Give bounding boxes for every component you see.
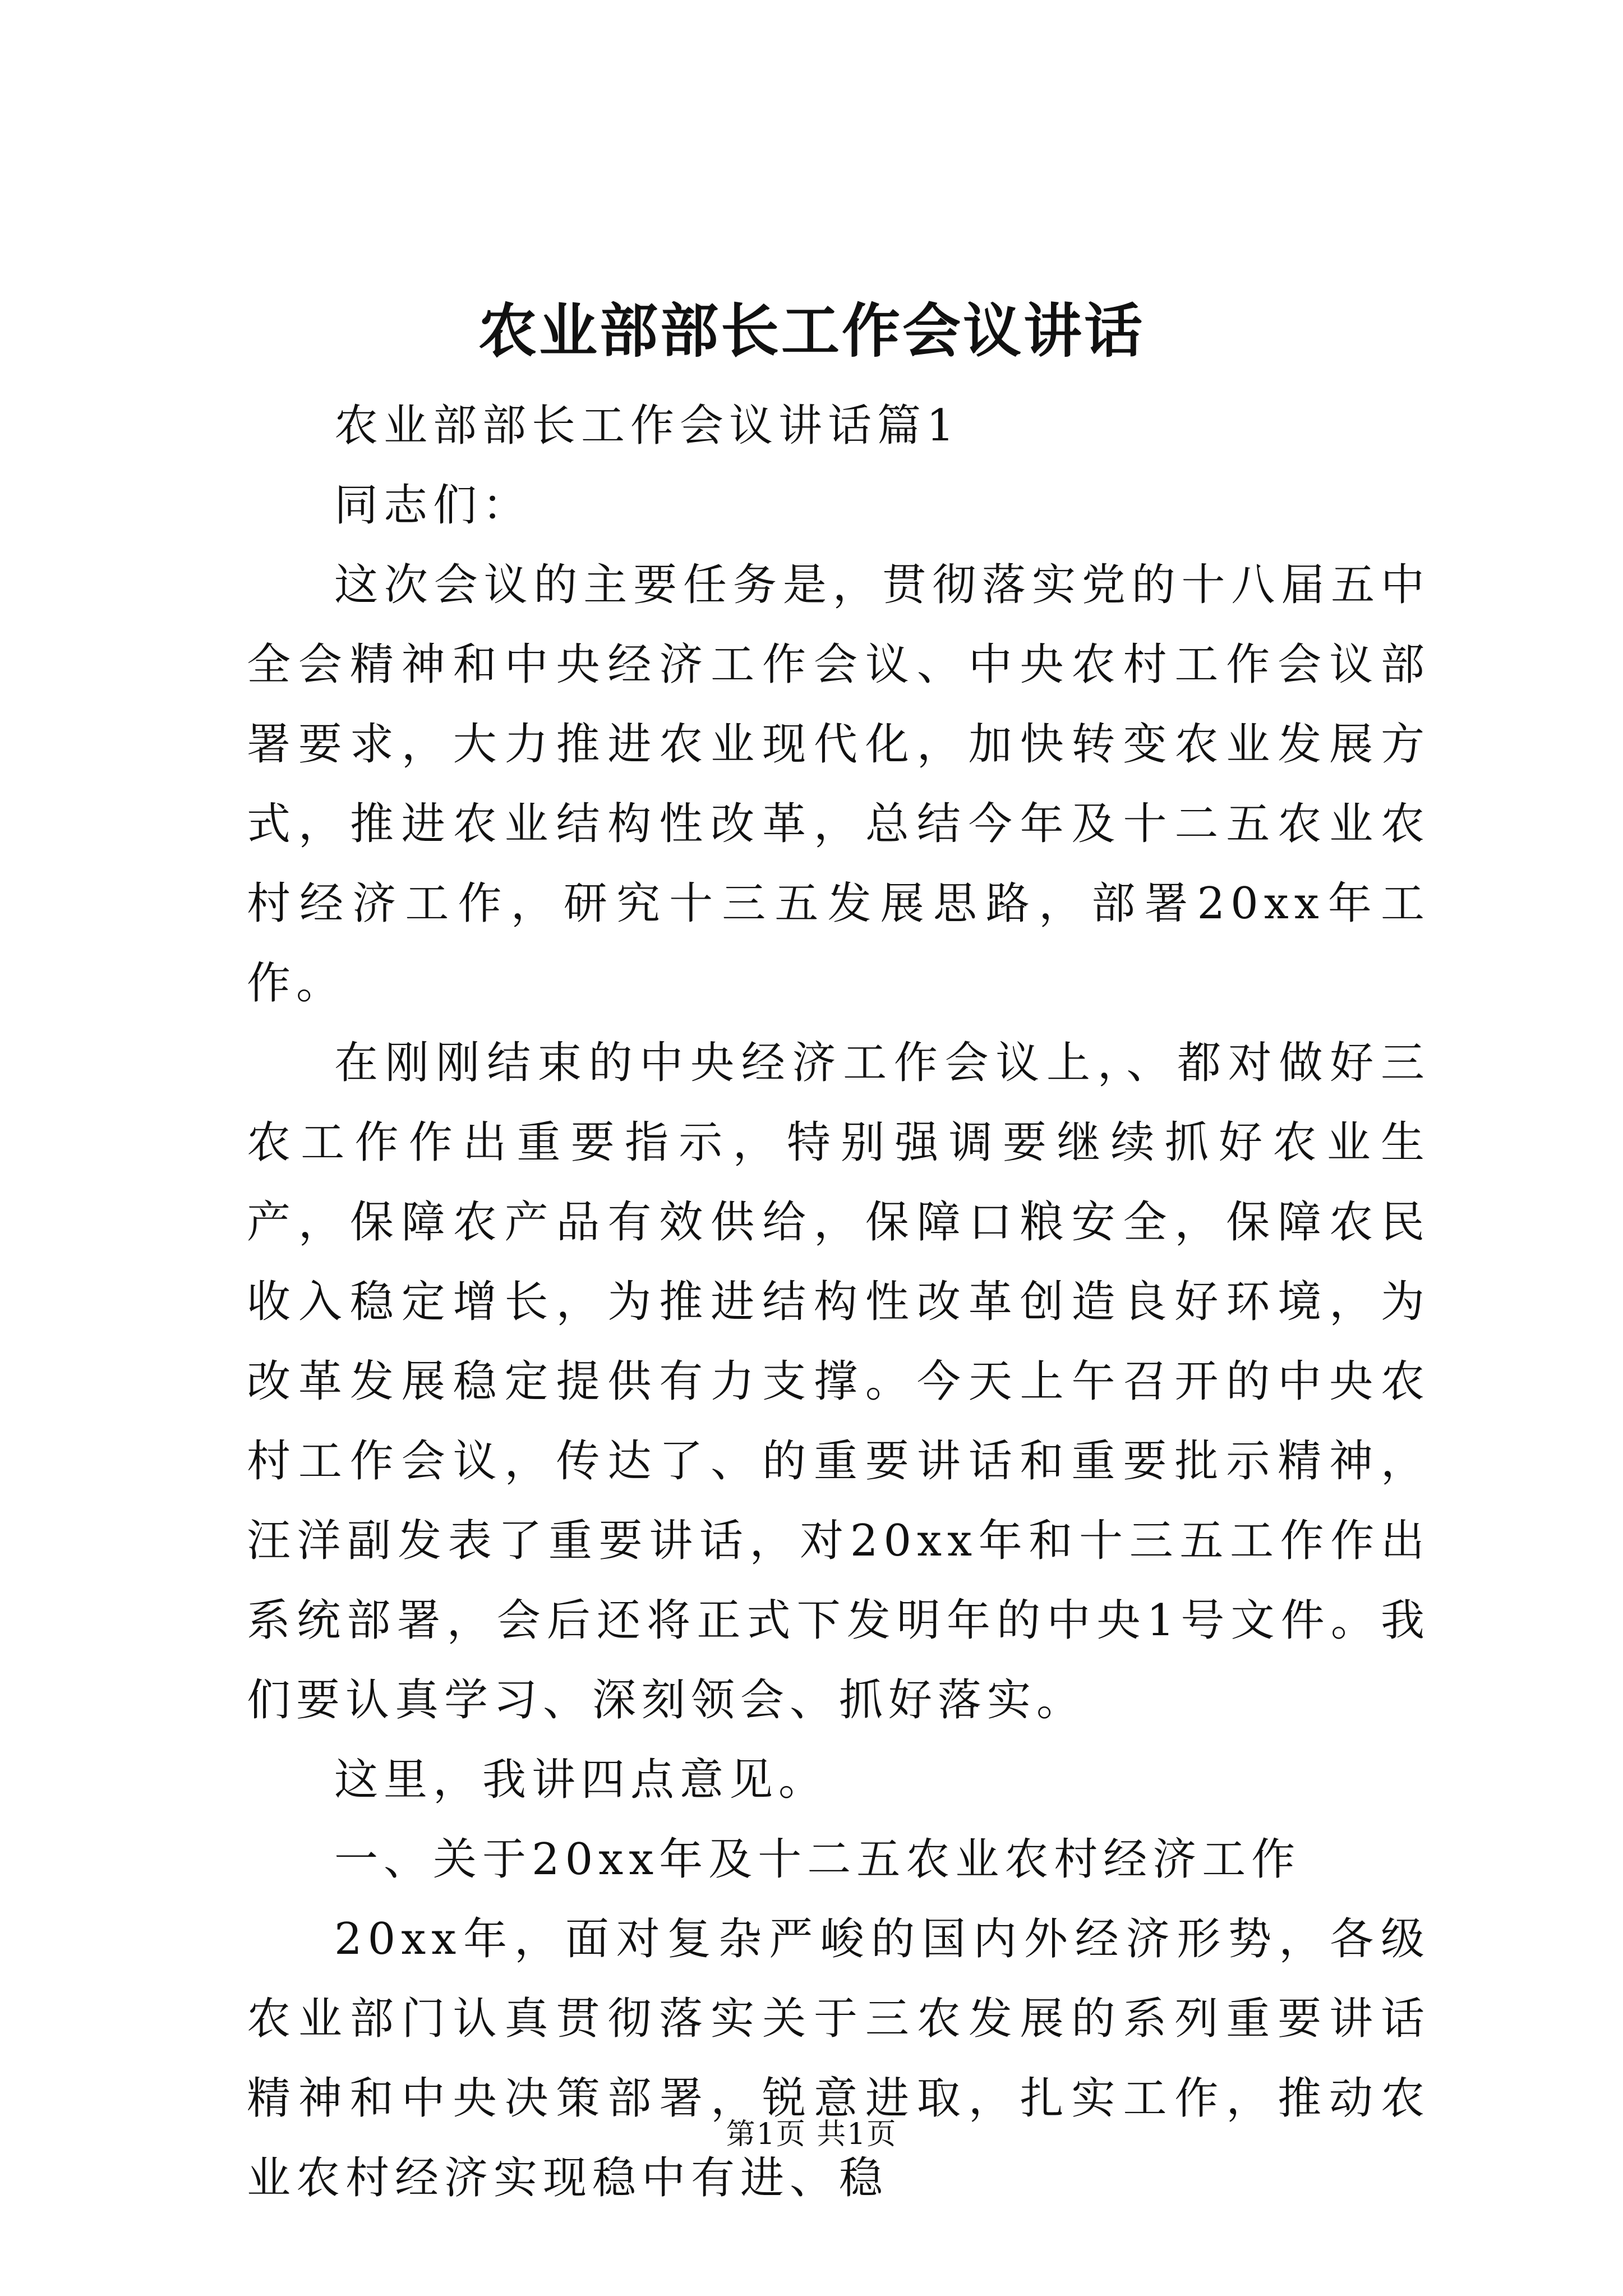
page-footer: 第1页 共1页 [726, 2118, 897, 2151]
paragraph-meeting-task: 这次会议的主要任务是，贯彻落实党的十八届五中全会精神和中央经济工作会议、中央农村工作会议部署要求，大力推进农业现代化，加快转变农业发展方式，推进农业结构性改革，总结今年及十二五农业农村经济工作，研究十三五发展思路，部署20xx年工作。 [247, 560, 1430, 1009]
paragraph-salutation: 同志们： [334, 480, 532, 531]
paragraph-review: 20xx年，面对复杂严峻的国内外经济形势，各级农业部门认真贯彻落实关于三农发展的系列重要讲话精神和中央决策部署，锐意进取，扎实工作，推动农业农村经济实现稳中有进、稳 [247, 1914, 1430, 2203]
paragraph-central-conference: 在刚刚结束的中央经济工作会议上，、都对做好三农工作作出重要指示，特别强调要继续抓好农业生产，保障农产品有效供给，保障口粮安全，保障农民收入稳定增长，为推进结构性改革创造良好环境，为改革发展稳定提供有力支撑。今天上午召开的中央农村工作会议，传达了、的重要讲话和重要批示精神，汪洋副发表了重要讲话，对20xx年和十三五工作作出系统部署，会后还将正式下发明年的中央1号文件。我们要认真学习、深刻领会、抓好落实。 [247, 1038, 1430, 1726]
paragraph-four-points: 这里，我讲四点意见。 [334, 1755, 828, 1805]
section-heading-one: 一、关于20xx年及十二五农业农村经济工作 [334, 1834, 1301, 1885]
paragraph-heading: 农业部部长工作会议讲话篇1 [334, 401, 960, 451]
document-title: 农业部部长工作会议讲话 [478, 296, 1145, 365]
document-body [247, 386, 1430, 2218]
